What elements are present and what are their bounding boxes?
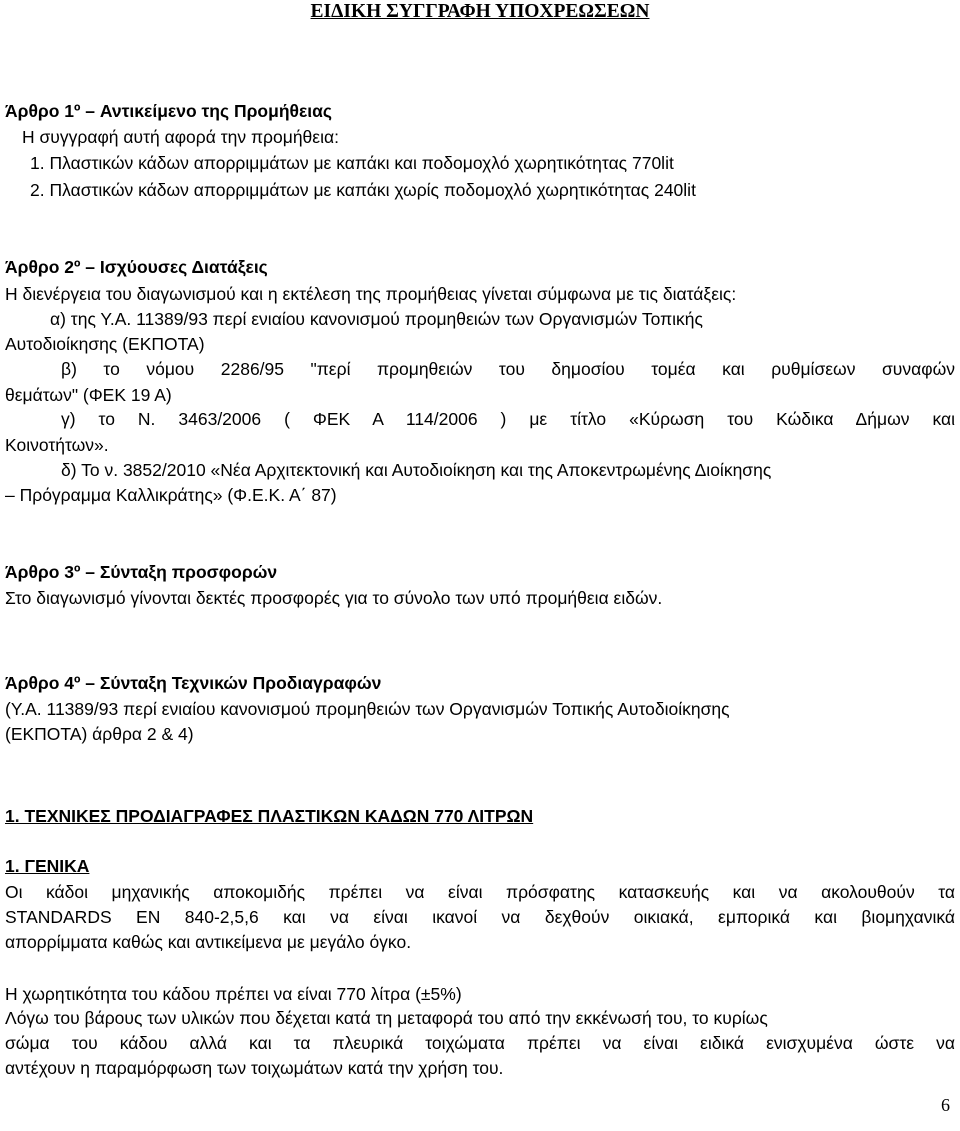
general-paragraph-1-line-3: απορρίμματα καθώς και αντικείμενα με μεγάλο όγκο. <box>5 932 412 952</box>
document-title: ΕΙΔΙΚΗ ΣΥΓΓΡΑΦΗ ΥΠΟΧΡΕΩΣΕΩΝ <box>310 1 650 22</box>
article-2-item-d-line-1: δ) Το ν. 3852/2010 «Νέα Αρχιτεκτονική και Αυτοδιοίκηση και της Αποκεντρωμένης Διοίκησης <box>61 460 772 480</box>
general-paragraph-1-line-2: STANDARDS EN 840-2,5,6 και να είναι ικανοί να δεχθούν οικιακά, εμπορικά και βιομηχανικά <box>5 907 955 927</box>
general-paragraph-2-line-3: σώμα του κάδου αλλά και τα πλευρικά τοιχώματα πρέπει να είναι ειδικά ενισχυμένα ώστε να <box>5 1033 955 1053</box>
article-3-text: Στο διαγωνισμό γίνονται δεκτές προσφορές για το σύνολο των υπό προμήθεια ειδών. <box>5 588 663 608</box>
article-2-intro: Η διενέργεια του διαγωνισμού και η εκτέλεση της προμήθειας γίνεται σύμφωνα με τις διατάξεις: <box>5 284 737 304</box>
article-4-text-line-1: (Υ.Α. 11389/93 περί ενιαίου κανονισμού προμηθειών των Οργανισμών Τοπικής Αυτοδιοίκησης <box>5 699 730 719</box>
article-2-item-a-line-2: Αυτοδιοίκησης (ΕΚΠΟΤΑ) <box>5 334 205 354</box>
article-2-item-b-line-2: θεμάτων" (ΦΕΚ 19 Α) <box>5 385 172 405</box>
general-paragraph-2-line-1: Η χωρητικότητα του κάδου πρέπει να είναι 770 λίτρα (±5%) <box>5 984 462 1004</box>
page-number: 6 <box>941 1095 950 1115</box>
article-2-item-a-line-1: α) της Υ.Α. 11389/93 περί ενιαίου κανονισμού προμηθειών των Οργανισμών Τοπικής <box>50 309 703 329</box>
article-4-heading: Άρθρο 4º – Σύνταξη Τεχνικών Προδιαγραφών <box>5 673 382 693</box>
article-3-heading: Άρθρο 3º – Σύνταξη προσφορών <box>5 562 278 582</box>
general-paragraph-2-line-4: αντέχουν η παραμόρφωση των τοιχωμάτων κατά την χρήση του. <box>5 1058 504 1078</box>
article-1-heading: Άρθρο 1º – Αντικείμενο της Προμήθειας <box>5 101 332 121</box>
article-2-heading: Άρθρο 2º – Ισχύουσες Διατάξεις <box>5 257 268 277</box>
article-2-item-c-line-2: Κοινοτήτων». <box>5 435 109 455</box>
article-2-item-b-line-1: β) το νόμου 2286/95 "περί προμηθειών του δημοσίου τομέα και ρυθμίσεων συναφών <box>61 359 955 379</box>
general-paragraph-2-line-2: Λόγω του βάρους των υλικών που δέχεται κατά τη μεταφορά του από την εκκένωσή του, το κυρίως <box>5 1008 768 1028</box>
article-2-item-c-line-1: γ) το Ν. 3463/2006 ( ΦΕΚ Α 114/2006 ) με τίτλο «Κύρωση του Κώδικα Δήμων και <box>61 409 955 429</box>
article-1-intro: Η συγγραφή αυτή αφορά την προμήθεια: <box>22 127 339 147</box>
article-1-item-1: 1. Πλαστικών κάδων απορριμμάτων με καπάκι και ποδομοχλό χωρητικότητας 770lit <box>30 153 674 173</box>
article-2-item-d-line-2: – Πρόγραμμα Καλλικράτης» (Φ.Ε.Κ. Α΄ 87) <box>5 485 337 505</box>
article-1-item-2: 2. Πλαστικών κάδων απορριμμάτων με καπάκι χωρίς ποδομοχλό χωρητικότητας 240lit <box>30 180 696 200</box>
general-paragraph-1-line-1: Οι κάδοι μηχανικής αποκομιδής πρέπει να είναι πρόσφατης κατασκευής και να ακολουθούν τα <box>5 882 955 902</box>
spec-section-heading: 1. ΤΕΧΝΙΚΕΣ ΠΡΟΔΙΑΓΡΑΦΕΣ ΠΛΑΣΤΙΚΩΝ ΚΑΔΩΝ 770 ΛΙΤΡΩΝ <box>5 806 534 826</box>
article-4-text-line-2: (ΕΚΠΟΤΑ) άρθρα 2 & 4) <box>5 724 194 744</box>
general-heading: 1. ΓΕΝΙΚΑ <box>5 856 90 876</box>
